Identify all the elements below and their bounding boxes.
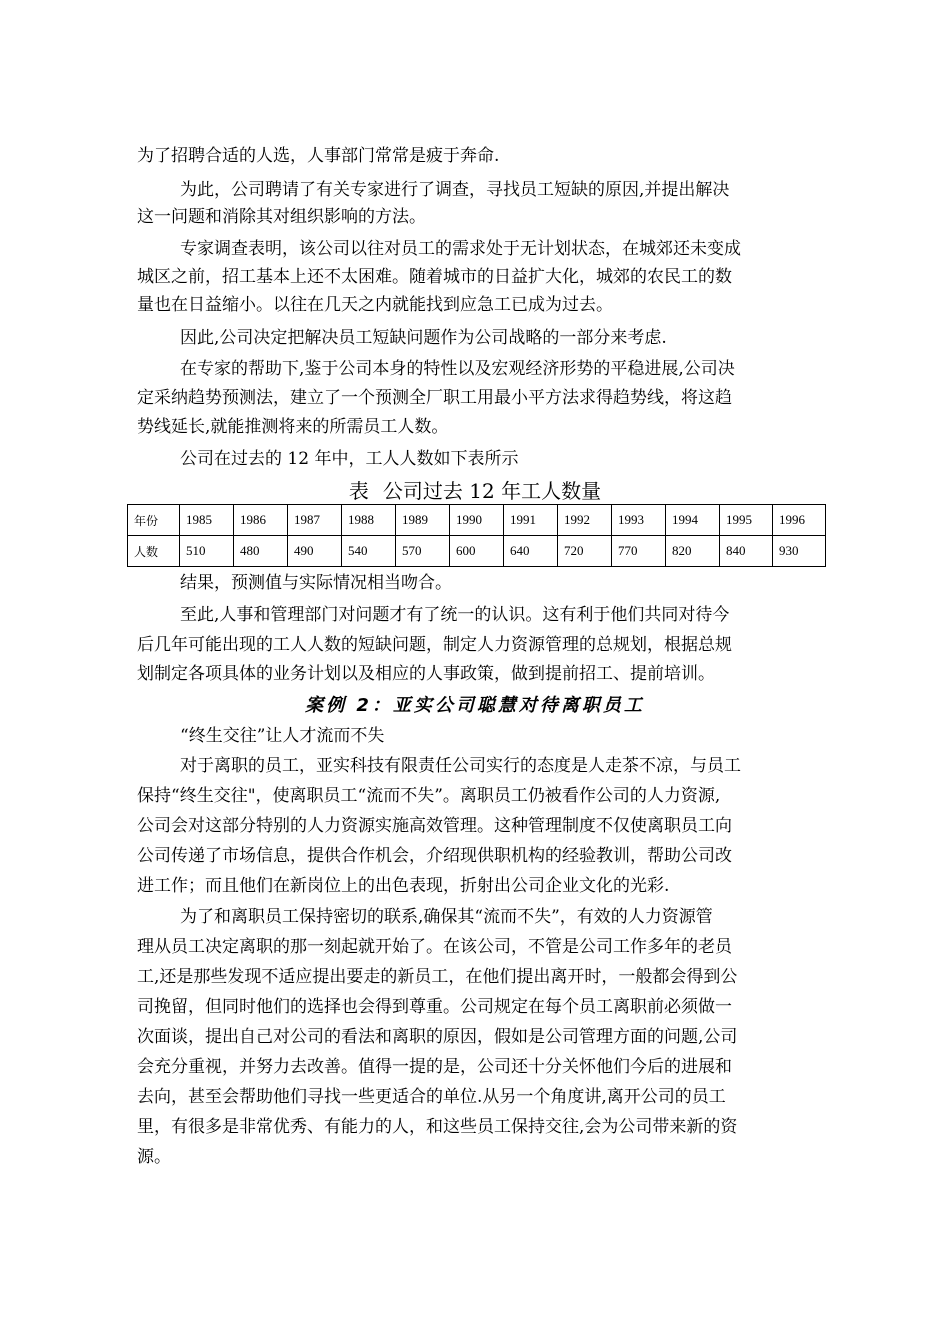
paragraph-line: 至此,人事和管理部门对问题才有了统一的认识。这有利于他们共同对待今 <box>180 605 730 625</box>
workers-table <box>127 504 826 567</box>
table-row-years <box>128 505 826 536</box>
workers-cell: 840 <box>720 536 773 567</box>
paragraph-line: 理从员工决定离职的那一刻起就开始了。在该公司，不管是公司工作多年的老员 <box>137 937 732 957</box>
paragraph-line: 在专家的帮助下,鉴于公司本身的特性以及宏观经济形势的平稳进展,公司决 <box>180 359 735 379</box>
paragraph-line: 进工作；而且他们在新岗位上的出色表现，折射出公司企业文化的光彩. <box>137 876 670 896</box>
year-cell: 1987 <box>288 505 342 536</box>
paragraph-line: 为了招聘合适的人选，人事部门常常是疲于奔命. <box>137 146 500 166</box>
paragraph-line: 去向，甚至会帮助他们寻找一些更适合的单位.从另一个角度讲,离开公司的员工 <box>137 1087 726 1107</box>
year-cell: 1996 <box>773 505 826 536</box>
workers-cell: 770 <box>612 536 666 567</box>
paragraph-line: 结果，预测值与实际情况相当吻合。 <box>180 573 452 593</box>
workers-cell: 490 <box>288 536 342 567</box>
year-cell: 1992 <box>558 505 612 536</box>
workers-cell: 480 <box>234 536 288 567</box>
workers-cell: 540 <box>342 536 396 567</box>
paragraph-line: 城区之前，招工基本上还不太困难。随着城市的日益扩大化，城郊的农民工的数 <box>137 267 732 287</box>
paragraph-line: 对于离职的员工，亚实科技有限责任公司实行的态度是人走茶不凉，与员工 <box>180 756 741 776</box>
table-caption <box>0 478 950 504</box>
row-label-workers: 人数 <box>128 536 180 567</box>
subheading-line: “终生交往”让人才流而不失 <box>180 726 385 746</box>
paragraph-line: 源。 <box>137 1147 171 1167</box>
year-cell: 1995 <box>720 505 773 536</box>
workers-cell: 640 <box>504 536 558 567</box>
year-cell: 1988 <box>342 505 396 536</box>
year-cell: 1990 <box>450 505 504 536</box>
year-cell: 1993 <box>612 505 666 536</box>
case-heading: 案例 2：亚实公司聪慧对待离职员工 <box>305 695 645 716</box>
workers-cell: 570 <box>396 536 450 567</box>
workers-cell: 930 <box>773 536 826 567</box>
paragraph-line: 专家调查表明，该公司以往对员工的需求处于无计划状态，在城郊还未变成 <box>180 239 741 259</box>
paragraph-line: 公司在过去的 12 年中，工人人数如下表所示 <box>180 449 519 469</box>
paragraph-line: 势线延长,就能推测将来的所需员工人数。 <box>137 417 449 437</box>
paragraph-line: 次面谈，提出自己对公司的看法和离职的原因，假如是公司管理方面的问题,公司 <box>137 1027 738 1047</box>
paragraph-line: 会充分重视，并努力去改善。值得一提的是，公司还十分关怀他们今后的进展和 <box>137 1057 732 1077</box>
paragraph-line: 公司传递了市场信息，提供合作机会，介绍现供职机构的经验教训，帮助公司改 <box>137 846 732 866</box>
year-cell: 1986 <box>234 505 288 536</box>
paragraph-line: 司挽留，但同时他们的选择也会得到尊重。公司规定在每个员工离职前必须做一 <box>137 997 732 1017</box>
year-cell: 1989 <box>396 505 450 536</box>
table-caption-prefix: 表 <box>348 479 369 503</box>
paragraph-line: 工,还是那些发现不适应提出要走的新员工，在他们提出离开时，一般都会得到公 <box>137 967 738 987</box>
workers-cell: 720 <box>558 536 612 567</box>
paragraph-line: 为了和离职员工保持密切的联系,确保其“流而不失”，有效的人力资源管 <box>180 907 713 927</box>
paragraph-line: 里，有很多是非常优秀、有能力的人，和这些员工保持交往,会为公司带来新的资 <box>137 1117 738 1137</box>
paragraph-line: 这一问题和消除其对组织影响的方法。 <box>137 207 426 227</box>
table-row-workers <box>128 536 826 567</box>
row-label-year: 年份 <box>128 505 180 536</box>
paragraph-line: 因此,公司决定把解决员工短缺问题作为公司战略的一部分来考虑. <box>180 328 667 348</box>
workers-cell: 600 <box>450 536 504 567</box>
paragraph-line: 定采纳趋势预测法，建立了一个预测全厂职工用最小平方法求得趋势线，将这趋 <box>137 388 732 408</box>
paragraph-line: 后几年可能出现的工人人数的短缺问题，制定人力资源管理的总规划，根据总规 <box>137 635 732 655</box>
table-caption-title: 公司过去 12 年工人数量 <box>382 479 602 503</box>
paragraph-line: 量也在日益缩小。以往在几天之内就能找到应急工已成为过去。 <box>137 295 613 315</box>
year-cell: 1994 <box>666 505 720 536</box>
paragraph-line: 保持“终生交往"，使离职员工“流而不失”。离职员工仍被看作公司的人力资源, <box>137 786 721 806</box>
year-cell: 1991 <box>504 505 558 536</box>
year-cell: 1985 <box>180 505 234 536</box>
paragraph-line: 公司会对这部分特别的人力资源实施高效管理。这种管理制度不仅使离职员工向 <box>137 816 732 836</box>
workers-cell: 510 <box>180 536 234 567</box>
workers-cell: 820 <box>666 536 720 567</box>
paragraph-line: 为此，公司聘请了有关专家进行了调查，寻找员工短缺的原因,并提出解决 <box>180 180 730 200</box>
paragraph-line: 划制定各项具体的业务计划以及相应的人事政策，做到提前招工、提前培训。 <box>137 664 715 684</box>
